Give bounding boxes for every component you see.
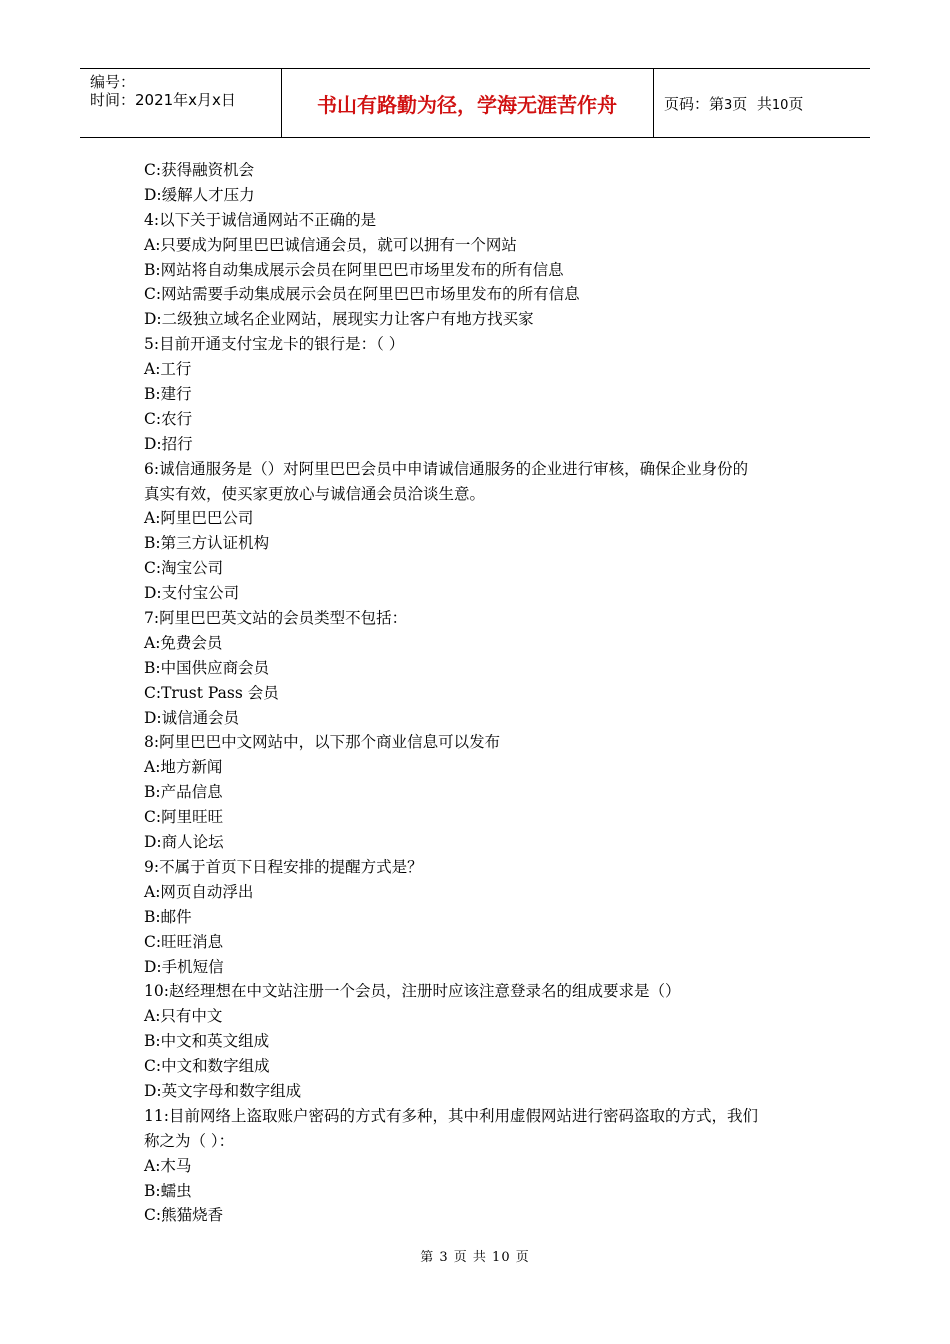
text-line: B:蠕虫 (144, 1181, 192, 1200)
page-current: 3 (724, 98, 733, 113)
text-line: C:中文和数字组成 (144, 1057, 270, 1076)
text-line: A:阿里巴巴公司 (144, 509, 254, 528)
text-line: C:阿里旺旺 (144, 808, 224, 827)
header-motto-cell (281, 69, 654, 137)
page-footer: 第 3 页 共 10 页 (420, 1250, 530, 1265)
page-header (80, 68, 870, 138)
text-line: 真实有效，使买家更放心与诚信通会员洽谈生意。 (144, 484, 486, 503)
text-line: D:招行 (144, 434, 193, 453)
text-line: 4:以下关于诚信通网站不正确的是 (144, 210, 377, 229)
text-line: A:只要成为阿里巴巴诚信通会员，就可以拥有一个网站 (144, 235, 517, 254)
text-line: D:英文字母和数字组成 (144, 1081, 302, 1100)
text-line: B:网站将自动集成展示会员在阿里巴巴市场里发布的所有信息 (144, 260, 564, 279)
text-line: B:第三方认证机构 (144, 534, 270, 553)
header-page-info (664, 95, 803, 115)
text-line: D:二级独立域名企业网站，展现实力让客户有地方找买家 (144, 310, 534, 329)
text-line: B:邮件 (144, 907, 192, 926)
text-line: D:手机短信 (144, 957, 224, 976)
header-meta-cell (80, 69, 282, 137)
text-line: C:获得融资机会 (144, 161, 255, 179)
text-line: C:农行 (144, 409, 193, 428)
text-line: A:地方新闻 (144, 758, 223, 777)
text-line: D:缓解人才压力 (144, 185, 255, 204)
text-line: D:商人论坛 (144, 833, 224, 852)
text-line: 6:诚信通服务是（）对阿里巴巴会员中申请诚信通服务的企业进行审核，确保企业身份的 (144, 459, 749, 478)
text-line: A:网页自动浮出 (144, 882, 254, 901)
text-line: C:旺旺消息 (144, 932, 224, 951)
text-line: 称之为（ ）： (144, 1131, 235, 1150)
text-line: C:Trust Pass 会员 (144, 683, 279, 702)
text-line: A:免费会员 (144, 633, 223, 652)
text-line: B:建行 (144, 385, 192, 404)
text-line: B:中国供应商会员 (144, 658, 270, 677)
text-line: 10:赵经理想在中文站注册一个会员，注册时应该注意登录名的组成要求是（） (144, 982, 681, 1001)
question-list (144, 158, 824, 1228)
page-suffix: 页 (788, 95, 804, 113)
text-line: D:支付宝公司 (144, 584, 240, 603)
text-line: 11:目前网络上盗取账户密码的方式有多种，其中利用虚假网站进行密码盗取的方式，我们 (144, 1106, 758, 1125)
text-line: 5:目前开通支付宝龙卡的银行是：（ ） (144, 335, 405, 354)
text-line: B:产品信息 (144, 783, 223, 802)
text-line: 7:阿里巴巴英文站的会员类型不包括： (144, 609, 408, 628)
text-line: A:只有中文 (144, 1007, 223, 1026)
page-prefix: 页码：第 (664, 95, 725, 113)
text-line: A:工行 (144, 360, 192, 379)
page-total: 10 (771, 98, 789, 113)
header-motto: 书山有路勤为径，学海无涯苦作舟 (317, 93, 617, 117)
text-line: C:熊猫烧香 (144, 1206, 224, 1225)
page-mid: 页 共 (732, 95, 772, 113)
document-number-label: 编号： (90, 73, 136, 91)
header-page-cell (654, 69, 870, 137)
text-line: A:木马 (144, 1156, 192, 1175)
text-line: C:淘宝公司 (144, 559, 224, 578)
text-line: B:中文和英文组成 (144, 1032, 270, 1051)
text-line: C:网站需要手动集成展示会员在阿里巴巴市场里发布的所有信息 (144, 285, 580, 304)
document-time-label: 时间：2021年x月x日 (90, 91, 236, 109)
text-line: D:诚信通会员 (144, 708, 240, 727)
text-line: 9:不属于首页下日程安排的提醒方式是？ (144, 857, 423, 876)
text-line: 8:阿里巴巴中文网站中，以下那个商业信息可以发布 (144, 733, 501, 752)
